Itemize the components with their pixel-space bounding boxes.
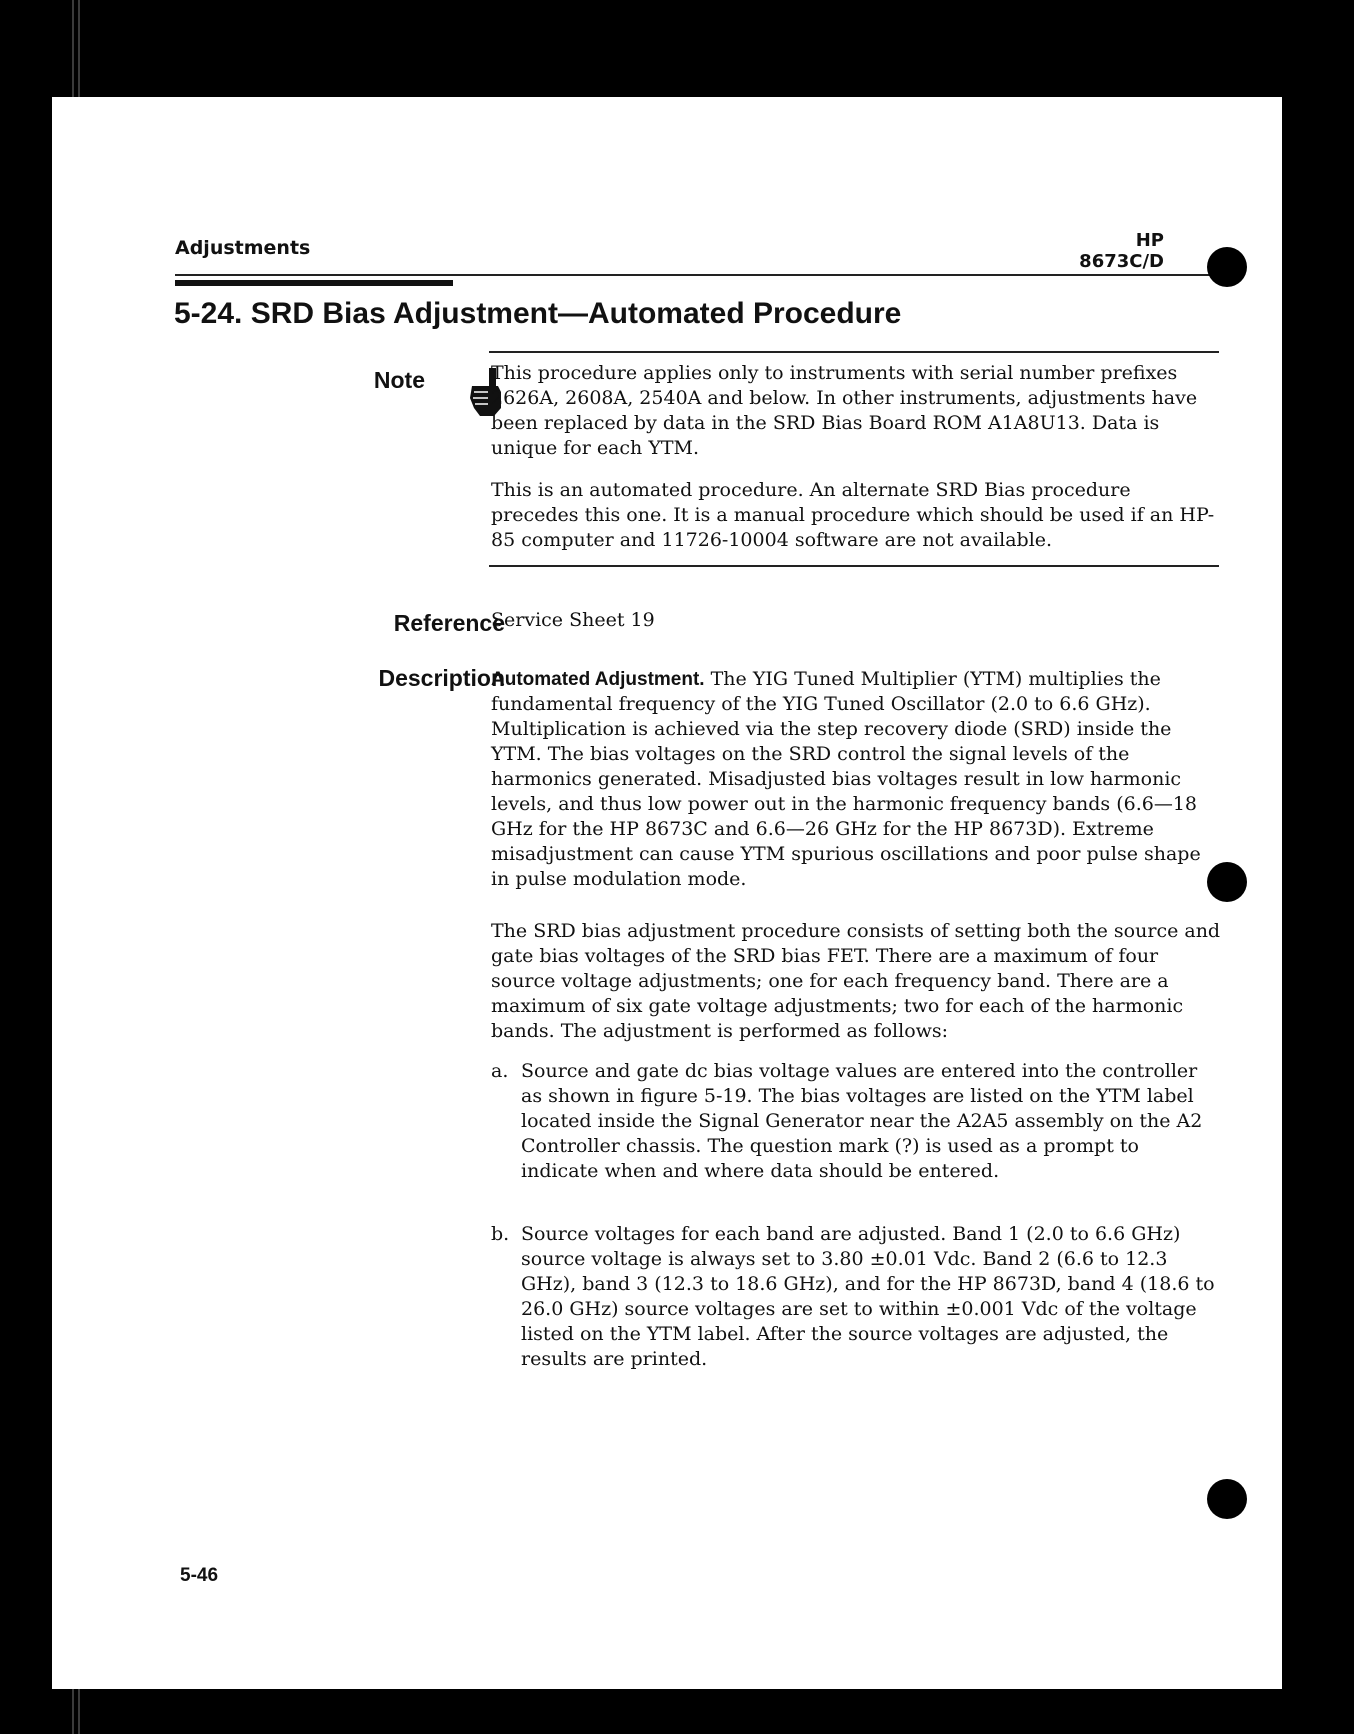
section-title: 5-24. SRD Bias Adjustment—Automated Procedure	[174, 297, 902, 330]
header-rule-thick	[175, 280, 453, 286]
description-paragraph	[491, 667, 1221, 892]
list-marker: b.	[491, 1223, 510, 1245]
description-paragraph: The SRD bias adjustment procedure consists of setting both the source and gate bias voltages of the SRD bias FET. There are a maximum of four source voltage adjustments; one for each frequency band. There are a maximum of six gate voltage adjustments; two for each of the harmonic bands. The adjustment is performed as follows:	[491, 920, 1221, 1042]
note-paragraph: This is an automated procedure. An alternate SRD Bias procedure precedes this one. It is a manual procedure which should be used if an HP-85 computer and 11726-10004 software are not available.	[491, 479, 1215, 551]
note-paragraph: This procedure applies only to instruments with serial number prefixes 2626A, 2608A, 2540A and below. In other instruments, adjustments have been replaced by data in the SRD Bias Board ROM A1A8U13. Data is unique for each YTM.	[491, 362, 1198, 459]
note-label: Note	[373, 367, 425, 393]
description-label: Description	[378, 665, 505, 691]
note-rule-top	[489, 351, 1219, 353]
header-rule	[175, 274, 1217, 276]
binding-edge-line	[78, 1689, 80, 1734]
description-text: The YIG Tuned Multiplier (YTM) multiplies the fundamental frequency of the YIG Tuned Oscillator (2.0 to 6.6 GHz). Multiplication is achieved via the step recovery diode (SRD) inside the YTM. The bias voltages on the SRD control the signal levels of the harmonics generated. Misadjusted bias voltages result in low harmonic levels, and thus low power out in the harmonic frequency bands (6.6—18 GHz for the HP 8673C and 6.6—26 GHz for the HP 8673D). Extreme misadjustment can cause YTM spurious oscillations and poor pulse shape in pulse modulation mode.	[491, 668, 1201, 890]
reference-text: Service Sheet 19	[491, 609, 655, 631]
list-item-text: Source voltages for each band are adjusted. Band 1 (2.0 to 6.6 GHz) source voltage is always set to 3.80 ±0.01 Vdc. Band 2 (6.6 to 12.3 GHz), band 3 (12.3 to 18.6 GHz), and for the HP 8673D, band 4 (18.6 to 26.0 GHz) source voltages are set to within ±0.001 Vdc of the voltage listed on the YTM label. After the source voltages are adjusted, the results are printed.	[521, 1223, 1215, 1370]
running-header-model: HP 8673C/D	[1079, 230, 1164, 272]
list-item	[491, 1222, 1221, 1372]
binding-edge-line	[72, 0, 74, 97]
list-item-text: Source and gate dc bias voltage values are entered into the controller as shown in figure 5-19. The bias voltages are listed on the YTM label located inside the Signal Generator near the A2A5 assembly on the A2 Controller chassis. The question mark (?) is used as a prompt to indicate when and where data should be entered.	[521, 1060, 1203, 1182]
description-lead: Automated Adjustment.	[491, 669, 705, 690]
binding-edge-line	[78, 0, 80, 97]
manual-page	[52, 97, 1282, 1689]
list-item	[491, 1059, 1221, 1184]
punch-hole	[1207, 862, 1247, 902]
running-header-section: Adjustments	[175, 237, 311, 259]
note-rule-bottom	[489, 565, 1219, 567]
punch-hole	[1207, 247, 1247, 287]
page-number: 5-46	[180, 1565, 219, 1586]
binding-edge-line	[72, 1689, 74, 1734]
reference-label: Reference	[393, 610, 505, 636]
punch-hole	[1207, 1479, 1247, 1519]
list-marker: a.	[491, 1060, 509, 1082]
